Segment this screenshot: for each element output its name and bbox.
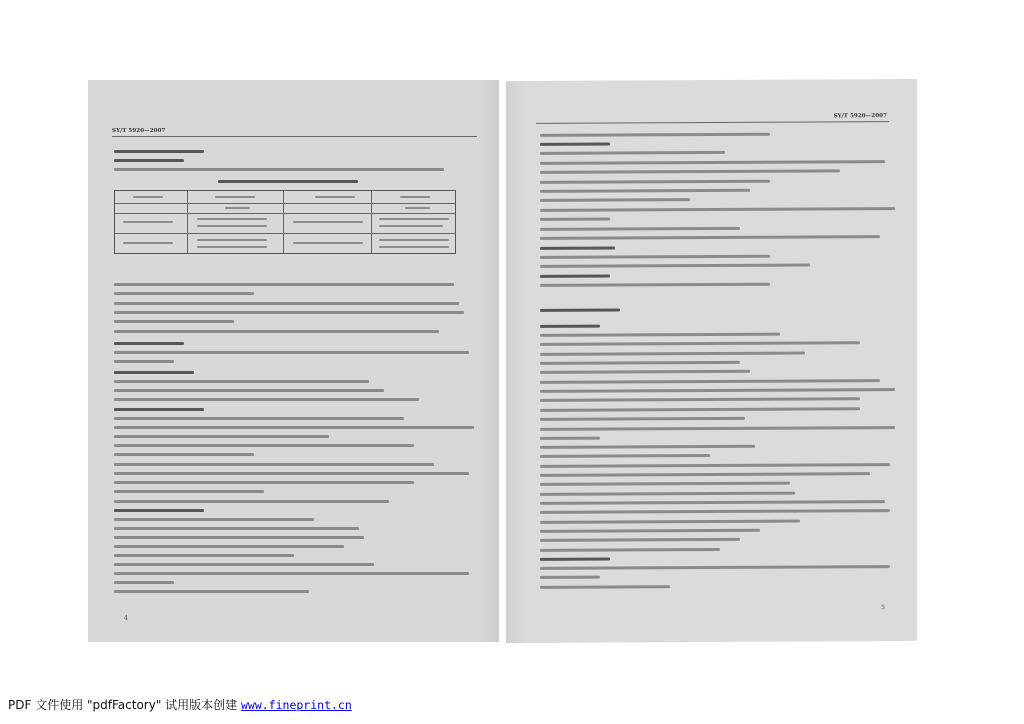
text-line bbox=[114, 168, 444, 171]
header-rule bbox=[536, 121, 889, 124]
text-line bbox=[540, 180, 770, 184]
text-line bbox=[540, 529, 760, 533]
oil-tank-safety-height-table bbox=[114, 190, 456, 254]
text-line bbox=[114, 563, 374, 566]
text-line bbox=[114, 554, 294, 557]
right-page-scan bbox=[506, 79, 917, 643]
table-cell-text bbox=[123, 221, 173, 223]
text-line bbox=[540, 160, 885, 164]
text-line bbox=[540, 388, 895, 392]
gutter-shadow bbox=[506, 81, 528, 643]
table-rule bbox=[115, 203, 455, 204]
text-line bbox=[540, 361, 740, 365]
text-line bbox=[114, 518, 314, 521]
text-line bbox=[540, 169, 840, 173]
text-line bbox=[540, 509, 890, 513]
pdf-watermark-footer bbox=[8, 696, 352, 713]
text-line bbox=[540, 407, 860, 411]
text-line bbox=[540, 333, 780, 337]
text-line bbox=[114, 453, 254, 456]
text-line bbox=[114, 435, 329, 438]
text-line bbox=[540, 520, 800, 524]
text-line bbox=[540, 151, 725, 155]
text-line bbox=[540, 426, 895, 430]
text-line bbox=[114, 527, 359, 530]
table-cell-text bbox=[293, 242, 363, 244]
section-heading-line bbox=[540, 325, 600, 328]
table-cell-text bbox=[405, 207, 430, 209]
table-cell-text bbox=[123, 242, 173, 244]
text-line bbox=[540, 218, 610, 221]
text-line bbox=[540, 283, 770, 287]
text-line bbox=[114, 302, 459, 305]
text-line bbox=[114, 351, 469, 354]
text-line bbox=[540, 472, 870, 476]
text-line bbox=[540, 397, 860, 401]
text-line bbox=[114, 283, 454, 286]
text-line bbox=[540, 500, 885, 504]
text-line bbox=[114, 463, 434, 466]
text-line bbox=[540, 189, 750, 193]
text-line bbox=[540, 370, 750, 374]
text-line bbox=[114, 590, 309, 593]
section-heading-line bbox=[114, 371, 194, 374]
table-cell-text bbox=[225, 207, 250, 209]
page-number: 4 bbox=[124, 615, 128, 622]
right-page-text-block bbox=[506, 79, 917, 81]
left-page-scan bbox=[88, 80, 499, 642]
section-heading-line bbox=[114, 159, 184, 162]
text-line bbox=[114, 545, 344, 548]
text-line bbox=[114, 572, 469, 575]
text-line bbox=[540, 437, 600, 440]
section-heading-line bbox=[540, 558, 610, 561]
table-rule bbox=[187, 191, 188, 253]
text-line bbox=[540, 341, 860, 345]
table-cell-text bbox=[379, 239, 449, 241]
text-line bbox=[540, 482, 790, 486]
text-line bbox=[114, 481, 414, 484]
text-line bbox=[540, 548, 720, 552]
table-cell-text bbox=[197, 218, 267, 220]
standard-number-header: SY/T 5920—2007 bbox=[833, 113, 887, 120]
table-rule bbox=[283, 191, 284, 253]
text-line bbox=[540, 538, 740, 542]
table-cell-text bbox=[215, 196, 255, 198]
text-line bbox=[540, 585, 670, 588]
text-line bbox=[540, 565, 890, 569]
table-cell-text bbox=[293, 221, 363, 223]
section-heading-line bbox=[540, 143, 610, 146]
table-rule bbox=[371, 191, 372, 253]
section-heading-line bbox=[218, 180, 358, 183]
text-line bbox=[540, 445, 755, 449]
text-line bbox=[540, 198, 690, 201]
table-cell-text bbox=[379, 225, 443, 227]
section-heading-line bbox=[114, 150, 204, 153]
gutter-shadow bbox=[477, 80, 499, 642]
text-line bbox=[114, 536, 364, 539]
text-line bbox=[540, 263, 810, 267]
text-line bbox=[540, 576, 600, 579]
text-line bbox=[540, 255, 770, 259]
table-cell-text bbox=[400, 196, 430, 198]
text-line bbox=[114, 500, 389, 503]
text-line bbox=[114, 360, 174, 363]
text-line bbox=[114, 311, 464, 314]
text-line bbox=[114, 292, 254, 295]
text-line bbox=[114, 490, 264, 493]
section-heading-line bbox=[114, 408, 204, 411]
standard-number-header: SY/T 5920—2007 bbox=[112, 128, 166, 134]
text-line bbox=[540, 235, 880, 239]
text-line bbox=[540, 352, 805, 356]
text-line bbox=[114, 444, 414, 447]
table-cell-text bbox=[197, 239, 267, 241]
text-line bbox=[114, 398, 419, 401]
text-line bbox=[540, 454, 710, 457]
table-cell-text bbox=[315, 196, 355, 198]
text-line bbox=[540, 133, 770, 137]
text-line bbox=[114, 417, 404, 420]
text-line bbox=[540, 379, 880, 383]
text-line bbox=[540, 207, 895, 211]
section-heading-line bbox=[114, 342, 184, 345]
section-heading-line bbox=[540, 308, 620, 311]
text-line bbox=[540, 227, 740, 231]
table-cell-text bbox=[379, 218, 449, 220]
table-rule bbox=[115, 233, 455, 234]
table-cell-text bbox=[379, 246, 449, 248]
section-heading-line bbox=[540, 275, 610, 278]
table-rule bbox=[115, 213, 455, 214]
page-number: 5 bbox=[881, 604, 885, 612]
text-line bbox=[114, 581, 174, 584]
section-heading-line bbox=[114, 509, 204, 512]
text-line bbox=[114, 380, 369, 383]
text-line bbox=[114, 320, 234, 323]
table-cell-text bbox=[133, 196, 163, 198]
table-cell-text bbox=[197, 246, 267, 248]
table-cell-text bbox=[197, 225, 267, 227]
text-line bbox=[540, 492, 795, 496]
footer-text: PDF 文件使用 "pdfFactory" 试用版本创建 bbox=[8, 698, 241, 712]
fineprint-link[interactable]: www.fineprint.cn bbox=[240, 698, 352, 712]
text-line bbox=[114, 389, 384, 392]
text-line bbox=[540, 417, 745, 421]
header-rule bbox=[112, 136, 477, 137]
section-heading-line bbox=[540, 247, 615, 250]
text-line bbox=[114, 330, 439, 333]
text-line bbox=[114, 426, 474, 429]
text-line bbox=[114, 472, 469, 475]
text-line bbox=[540, 463, 890, 467]
